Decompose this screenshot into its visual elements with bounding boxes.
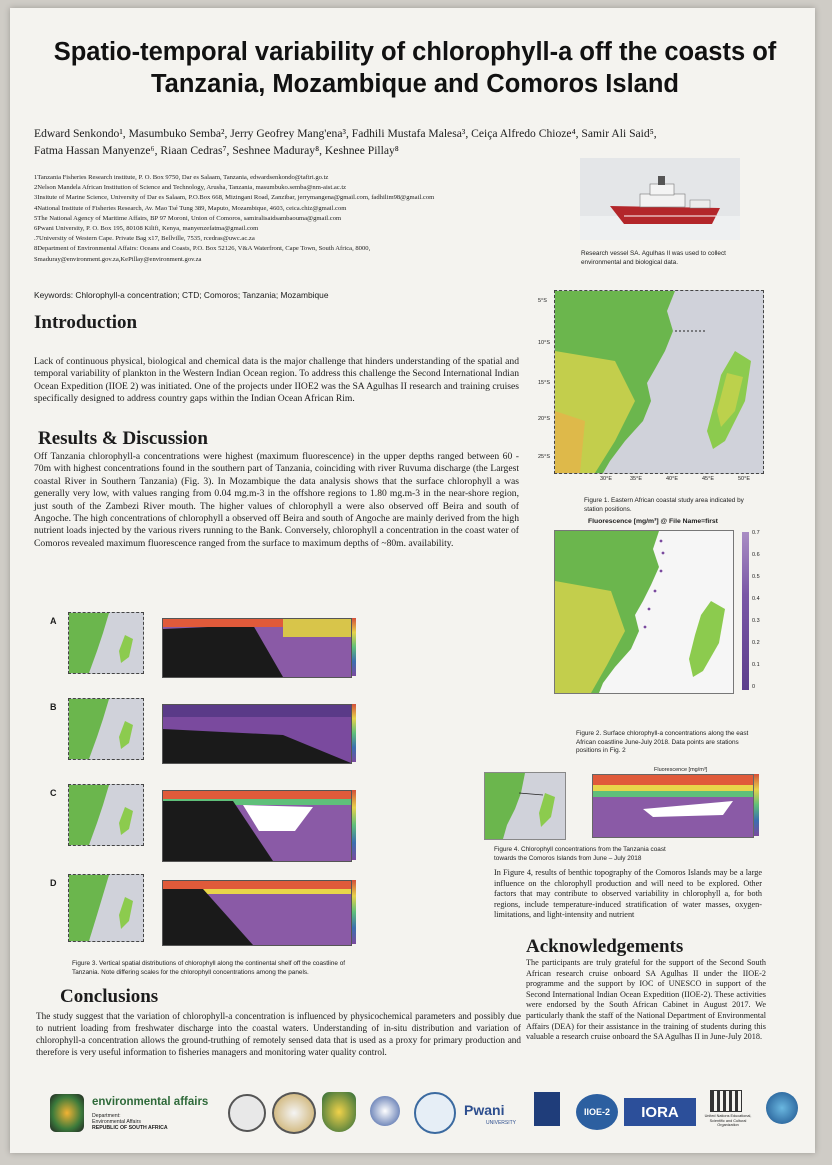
env-affairs-sub-2: Environmental Affairs	[92, 1119, 141, 1126]
affiliation-4: 4National Institute of Fisheries Research, Av. Mao Tsé Tung 389, Maputo, Mozambique, 4603, ceica.chiz@gmail.com	[34, 204, 347, 212]
figure-4-section-title: Fluorescence [mg/m³]	[654, 767, 708, 773]
fig3-panel-map	[68, 698, 144, 760]
figure-4-colorbar	[754, 774, 759, 836]
fig3-colorbar	[352, 618, 356, 676]
figure-4-caption: Figure 4. Chlorophyll concentrations from the Tanzania coast towards the Comoros Islands from June – July 2018	[494, 846, 666, 862]
fig2-scale-label: 0.1	[752, 662, 760, 668]
figure-4	[484, 768, 769, 843]
fig3-panel-section	[162, 618, 352, 678]
fig2-scale-label: 0.6	[752, 552, 760, 558]
fig3-panel-map	[68, 874, 144, 942]
poster	[10, 8, 815, 1153]
ack-heading: Acknowledgements	[526, 936, 684, 957]
figure-1-map	[554, 290, 764, 474]
ioc-logo	[766, 1092, 798, 1124]
results-text: Off Tanzania chlorophyll-a concentrations were highest (maximum fluorescence) in the upper depths ranged between 60 - 70m with highest concentrations found in the southern part of Tanzania, coinciding with river Ruvuma discharge (the Largest coastal River in Southern Tanzania) (Fig. 3). In Mozambique the data analysis shows that the surface chlorophyll a was generally very low, with values ranging from 0.04 mg.m-3 in the offshore regions to 1.80 mg.m-3 in the near-shore region, just south of the Zambezi River mouth. The higher values of chlorophyll a were also observed off Beira and south of Angoche. The high concentrations of chlorophyll a observed off Beira and south of Angoche are mainly derived from the high nutrient loads injected by the various rivers running to the Bank. Conversely, chlorophyll a concentration in the coast water of Comoros revealed maximum fluorescence ranged from the surface to maximum depths of ~80m. availability.	[34, 451, 519, 549]
authors	[34, 125, 794, 159]
unesco-logo	[710, 1090, 742, 1112]
affiliation-2: 2Nelson Mandela African Institution of Science and Technology, Arusha, Tanzania, masumbuko.semba@nm-aist.ac.tz	[34, 184, 347, 192]
ack-text: The participants are truly grateful for the support of the Second South African research cruise onboard SA Agulhas II under the IIOE-2 programme and the support by IOC of UNESCO in support of the Second International Indian Ocean Expedition (IIOE-2). These activities were endorsed by the South African Cabinet in August 2017. We particularly thank the staff of the National Department of Environmental Affairs (DEA) for their assistance in the training of students during this valuable a research cruise onboard the SA Agulhas II in June-July 2018.	[526, 958, 766, 1042]
figure-2-map	[554, 530, 734, 694]
figure-4-section	[592, 774, 754, 838]
fig3-panel-label: D	[50, 878, 57, 888]
fig1-lat-tick: 10°S	[538, 340, 550, 346]
figure-1	[538, 290, 766, 495]
fig1-lat-tick: 5°S	[538, 298, 547, 304]
poster-title: Spatio-temporal variability of chlorophyll-a off the coasts of Tanzania, Mozambique and Comoros Island	[53, 38, 777, 98]
iora-logo: IORA	[624, 1098, 696, 1126]
fig1-lat-tick: 20°S	[538, 416, 550, 422]
affiliation-8: 8Department of Environmental Affairs: Oceans and Coasts, P.O. Box 52126, V&A Waterfront, Cape Town, South Africa, 8000,	[34, 245, 371, 253]
fig3-panel-label: A	[50, 616, 57, 626]
env-affairs-sub-1: Department:	[92, 1113, 121, 1119]
affiliation-7: .7University of Western Cape. Private Bag x17, Bellville, 7535, rcedras@uwc.ac.za	[34, 235, 255, 243]
fig2-scale-label: 0	[752, 684, 756, 690]
figure-1-caption: Figure 1. Eastern African coastal study area indicated by station positions.	[584, 497, 744, 513]
results-heading: Results & Discussion	[38, 428, 208, 449]
fig1-lat-tick: 15°S	[538, 380, 550, 386]
affiliation-1: 1Tanzania Fisheries Research institute, P. O. Box 9750, Dar es Salaam, Tanzania, edwardsenkondo@tafiri.go.tz	[34, 174, 329, 181]
fig3-panel-label: C	[50, 788, 57, 798]
figure-3	[50, 612, 360, 957]
comoros-maritime-logo	[414, 1092, 456, 1134]
fig3-panel-section	[162, 790, 352, 862]
fig1-lon-tick: 50°E	[738, 476, 750, 482]
conclusions-heading: Conclusions	[60, 986, 159, 1007]
research-vessel-photo	[580, 158, 740, 240]
fig2-scale-label: 0.7	[752, 530, 760, 536]
fig2-scale-label: 0.3	[752, 618, 760, 624]
pwani-logo-text: Pwani	[464, 1102, 505, 1118]
fig3-panel-section	[162, 880, 352, 946]
fig1-lon-tick: 45°E	[702, 476, 714, 482]
fig2-scale-label: 0.5	[752, 574, 760, 580]
affiliations	[34, 173, 579, 265]
conclusions-text: The study suggest that the variation of chlorophyll-a concentration is influenced by physicochemical parameters and possibly due to nutrient loading from freshwater discharge into the coastal waters. Understanding of in-situ distribution and variation of chlorophyll-a concentration allows the ground-truthing of remotely sensed data that is used as a proxy for primary production and therefore is very useful information to fisheries managers and monitoring water quality control.	[36, 1011, 521, 1057]
logo-row	[40, 1088, 810, 1143]
fig3-colorbar	[352, 704, 356, 762]
fig1-lon-tick: 40°E	[666, 476, 678, 482]
affiliation-8-cont: Smaduray@environment.gov.za,KePillay@environment.gov.za	[34, 255, 202, 263]
authors-line-1: Edward Senkondo¹, Masumbuko Semba², Jerry Geofrey Mang'ena³, Fadhili Mustafa Malesa³, Ceiça Alfredo Chioze⁴, Samir Ali Said⁵,	[34, 127, 657, 140]
unesco-logo-text: United Nations Educational, Scientific and Cultural Organization	[704, 1114, 752, 1128]
fig3-colorbar	[352, 790, 356, 860]
nm-aist-logo	[272, 1092, 316, 1134]
affiliation-6: 6Pwani University, P. O. Box 195, 80108 Kilifi, Kenya, manyenzefatma@gmail.com	[34, 225, 259, 233]
figure-4-text: In Figure 4, results of benthic topography of the Comoros Islands may be a large influence on the chlorophyll production and will need to be explored. Other factors that may contribute to observed variability in chlorophyll a, for both regions, include temperature-induced stratification of water masses, oxygen-limitations, and light-intensity and nutrient	[494, 868, 762, 920]
fig1-lon-tick: 35°E	[630, 476, 642, 482]
fig1-lat-tick: 25°S	[538, 454, 550, 460]
authors-line-2: Fatma Hassan Manyenze⁶, Riaan Cedras⁷, Seshnee Maduray⁸, Keshnee Pillay⁸	[34, 144, 399, 157]
figure-2-colorbar	[742, 532, 749, 690]
fig3-panel-map	[68, 784, 144, 846]
figure-3-caption: Figure 3. Vertical spatial distributions of chlorophyll along the continental shelf off the coastline of Tanzania. Note differing scales for the chlorophyll concentrations among the panels.	[72, 960, 346, 976]
fig3-panel-label: B	[50, 702, 57, 712]
fig2-scale-label: 0.4	[752, 596, 760, 602]
affiliation-3: 3Insitute of Marine Science, University of Dar es Salaam, P.O.Box 668, Mizingani Road, Zanzibar, jerrymangena@gmail.com, fadhilim98@gmail.com	[34, 194, 435, 202]
affiliation-5: 5The National Agency of Maritime Affairs, BP 97 Moroni, Union of Comoros, samiralisaidsambaouma@gmail.com	[34, 214, 342, 222]
env-affairs-logo-text: environmental affairs	[92, 1096, 209, 1108]
intro-text: Lack of continuous physical, biological and chemical data is the major challenge that hinders understanding of the spatial and temporal variability of plankton in the Western Indian Ocean region. To address this challenge the Second International Indian Ocean Expedition (IIOE 2) was initiated. One of the projects under IIOE2 was the SA Agulhas II research and training cruises specifically designed to address country gaps within the Indian Ocean African Rim.	[34, 356, 519, 405]
intro-heading: Introduction	[34, 312, 138, 333]
figure-4-map	[484, 772, 566, 840]
uwc-logo	[534, 1092, 560, 1126]
keywords: Keywords: Chlorophyll-a concentration; CTD; Comoros; Tanzania; Mozambique	[34, 290, 329, 300]
fig2-scale-label: 0.2	[752, 640, 760, 646]
fig3-panel-section	[162, 704, 352, 764]
fig3-panel-map	[68, 612, 144, 674]
pwani-logo-sub: UNIVERSITY	[486, 1120, 517, 1126]
fig1-lon-tick: 30°E	[600, 476, 612, 482]
figure-2	[538, 516, 768, 716]
tafiri-logo	[228, 1094, 266, 1132]
fig3-colorbar	[352, 880, 356, 944]
iioe2-logo: IIOE-2	[576, 1094, 618, 1130]
env-affairs-sub-3: REPUBLIC OF SOUTH AFRICA	[92, 1125, 168, 1132]
iip-logo	[370, 1096, 400, 1126]
udsm-logo	[322, 1092, 356, 1132]
figure-2-title: Fluorescence [mg/m³] @ File Name=first	[588, 518, 718, 525]
south-africa-coat-of-arms-logo	[50, 1094, 84, 1132]
ship-caption: Research vessel SA. Agulhas II was used to collect environmental and biological data.	[581, 250, 726, 266]
env-affairs-logo-sub	[92, 1113, 168, 1132]
figure-2-caption: Figure 2. Surface chlorophyll-a concentrations along the east African coastline June-July 2018. Data points are stations positions in Fig. 2	[576, 730, 749, 755]
